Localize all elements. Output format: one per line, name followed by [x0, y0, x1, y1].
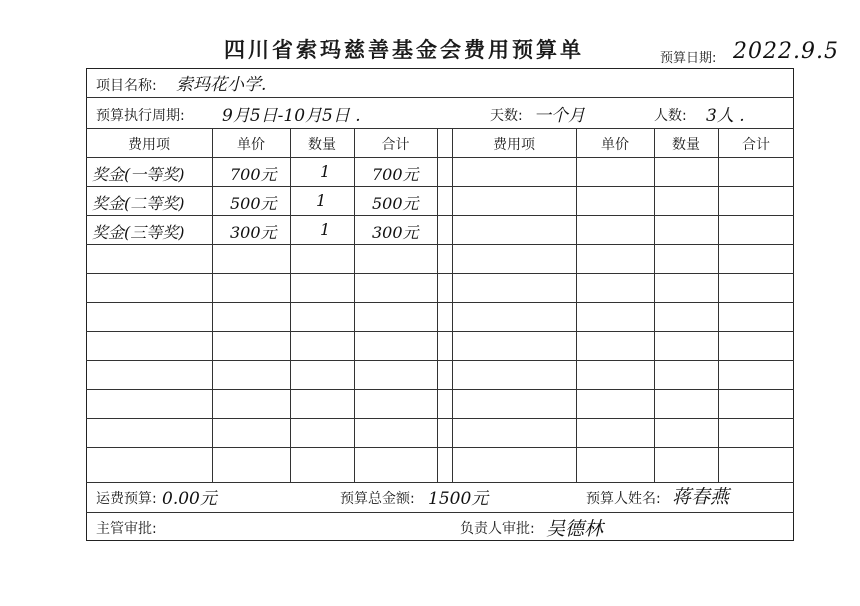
row-divider	[86, 360, 794, 361]
responsible-label: 负责人审批:	[460, 521, 535, 537]
row-price: 700元	[230, 165, 277, 184]
col-divider	[437, 128, 438, 482]
row-item: 奖金(一等奖)	[92, 165, 185, 184]
row-price: 500元	[230, 194, 277, 213]
freight-label: 运费预算:	[96, 491, 157, 507]
period-value: 9月5日-10月5日 .	[222, 106, 361, 126]
header-total: 合计	[742, 137, 770, 153]
days-value: 一个月	[534, 106, 585, 126]
row-item: 奖金(二等奖)	[92, 194, 185, 213]
row-item: 奖金(三等奖)	[92, 223, 185, 242]
project-name-value: 索玛花小学.	[176, 75, 267, 95]
row-qty: 1	[316, 191, 327, 210]
col-divider	[354, 128, 355, 482]
row-divider	[86, 97, 794, 98]
freight-value: 0.00元	[162, 489, 217, 509]
row-divider	[86, 244, 794, 245]
header-total: 合计	[381, 137, 410, 153]
row-divider	[86, 215, 794, 216]
row-price: 300元	[230, 223, 277, 242]
header-price: 单价	[237, 137, 265, 153]
col-divider	[290, 128, 291, 482]
row-divider	[86, 389, 794, 390]
col-divider	[718, 128, 719, 482]
col-divider	[576, 128, 577, 482]
header-qty: 数量	[672, 137, 700, 153]
total-amount-value: 1500元	[428, 489, 489, 509]
col-divider	[654, 128, 655, 482]
row-divider	[86, 512, 794, 513]
days-label: 天数:	[490, 108, 523, 124]
row-divider	[86, 302, 794, 303]
col-divider	[212, 128, 213, 482]
row-divider	[86, 157, 794, 158]
header-qty: 数量	[308, 137, 336, 153]
header-item: 费用项	[493, 137, 535, 153]
total-amount-label: 预算总金额:	[340, 491, 415, 507]
row-divider	[86, 447, 794, 448]
row-divider	[86, 273, 794, 274]
col-divider	[452, 128, 453, 482]
responsible-signature: 吴德林	[546, 518, 604, 540]
budgeter-signature: 蒋春燕	[672, 486, 730, 508]
budget-date-label: 预算日期:	[660, 51, 717, 66]
row-total: 700元	[372, 165, 419, 184]
row-qty: 1	[320, 220, 331, 239]
budgeter-label: 预算人姓名:	[586, 491, 661, 507]
supervisor-label: 主管审批:	[96, 521, 157, 537]
row-total: 500元	[372, 194, 419, 213]
period-label: 预算执行周期:	[96, 108, 185, 124]
row-divider	[86, 418, 794, 419]
project-name-label: 项目名称:	[96, 78, 157, 94]
row-divider	[86, 331, 794, 332]
page-title: 四川省索玛慈善基金会费用预算单	[224, 38, 584, 62]
budget-date-value: 2022.9.5	[733, 39, 839, 64]
header-item: 费用项	[128, 137, 170, 153]
people-value: 3人 .	[706, 106, 745, 126]
row-qty: 1	[320, 162, 331, 181]
header-price: 单价	[601, 137, 629, 153]
row-divider	[86, 128, 794, 129]
row-total: 300元	[372, 223, 419, 242]
row-divider	[86, 186, 794, 187]
people-label: 人数:	[654, 108, 687, 124]
